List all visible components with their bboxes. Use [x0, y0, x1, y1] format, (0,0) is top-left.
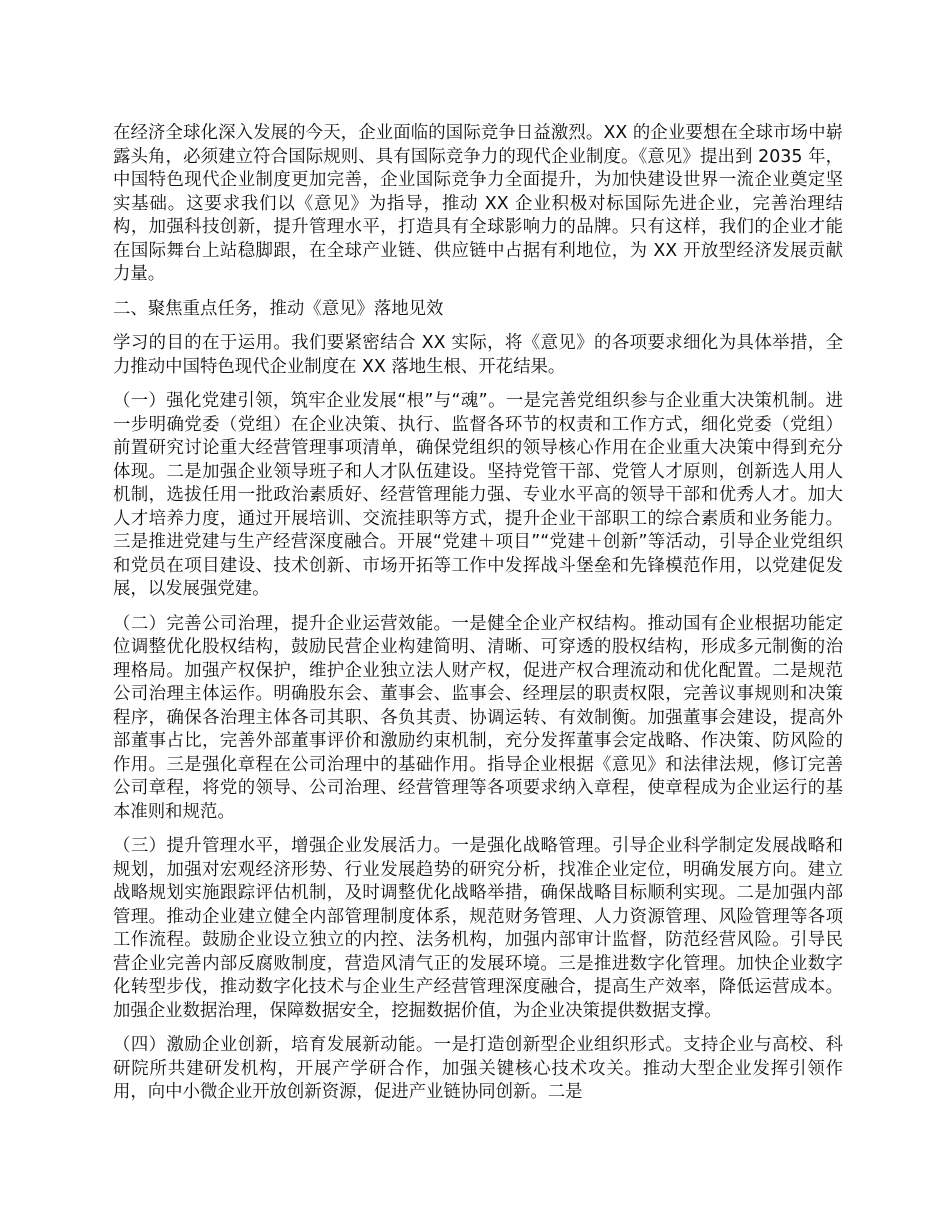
document-body [113, 122, 843, 1116]
paragraph-purpose-of-study: 学习的目的在于运用。我们要紧密结合 XX 实际，将《意见》的各项要求细化为具体举措，全力推动中国特色现代企业制度在 XX 落地生根、开花结果。 [113, 333, 843, 377]
paragraph-party-building: （一）强化党建引领，筑牢企业发展“根”与“魂”。一是完善党组织参与企业重大决策机制。进一步明确党委（党组）在企业决策、执行、监督各环节的权责和工作方式，细化党委（党组）前置研究讨论重大经营管理事项清单，确保党组织的领导核心作用在企业重大决策中得到充分体现。二是加强企业领导班子和人才队伍建设。坚持党管干部、党管人才原则，创新选人用人机制，选拔任用一批政治素质好、经营管理能力强、专业水平高的领导干部和优秀人才。加大人才培养力度，通过开展培训、交流挂职等方式，提升企业干部职工的综合素质和业务能力。三是推进党建与生产经营深度融合。开展“党建＋项目”“党建＋创新”等活动，引导企业党组织和党员在项目建设、技术创新、市场开拓等工作中发挥战斗堡垒和先锋模范作用，以党建促发展，以发展强党建。 [113, 391, 843, 599]
paragraph-innovation: （四）激励企业创新，培育发展新动能。一是打造创新型企业组织形式。支持企业与高校、科研院所共建研发机构，开展产学研合作，加强关键核心技术攻关。推动大型企业发挥引领作用，向中小微企业开放创新资源，促进产业链协同创新。二是 [113, 1035, 843, 1102]
paragraph-global-competition: 在经济全球化深入发展的今天，企业面临的国际竞争日益激烈。XX 的企业要想在全球市场中崭露头角，必须建立符合国际规则、具有国际竞争力的现代企业制度。《意见》提出到 2035 年，中国特色现代企业制度更加完善，企业国际竞争力全面提升，为加快建设世界一流企业奠定坚实基础。这要求我们以《意见》为指导，推动 XX 企业积极对标国际先进企业，完善治理结构，加强科技创新，提升管理水平，打造具有全球影响力的品牌。只有这样，我们的企业才能在国际舞台上站稳脚跟，在全球产业链、供应链中占据有利地位，为 XX 开放型经济发展贡献力量。 [113, 123, 843, 284]
paragraph-corporate-governance: （二）完善公司治理，提升企业运营效能。一是健全企业产权结构。推动国有企业根据功能定位调整优化股权结构，鼓励民营企业构建简明、清晰、可穿透的股权结构，形成多元制衡的治理格局。加强产权保护，维护企业独立法人财产权，促进产权合理流动和优化配置。二是规范公司治理主体运作。明确股东会、董事会、监事会、经理层的职责权限，完善议事规则和决策程序，确保各治理主体各司其职、各负其责、协调运转、有效制衡。加强董事会建设，提高外部董事占比，完善外部董事评价和激励约束机制，充分发挥董事会定战略、作决策、防风险的作用。三是强化章程在公司治理中的基础作用。指导企业根据《意见》和法律法规，修订完善公司章程，将党的领导、公司治理、经营管理等各项要求纳入章程，使章程成为企业运行的基本准则和规范。 [113, 613, 843, 822]
paragraph-management-level: （三）提升管理水平，增强企业发展活力。一是强化战略管理。引导企业科学制定发展战略和规划，加强对宏观经济形势、行业发展趋势的研究分析，找准企业定位，明确发展方向。建立战略规划实施跟踪评估机制，及时调整优化战略举措，确保战略目标顺利实现。二是加强内部管理。推动企业建立健全内部管理制度体系，规范财务管理、人力资源管理、风险管理等各项工作流程。鼓励企业设立独立的内控、法务机构，加强内部审计监督，防范经营风险。引导民营企业完善内部反腐败制度，营造风清气正的发展环境。三是推进数字化管理。加快企业数字化转型步伐，推动数字化技术与企业生产经营管理深度融合，提高生产效率，降低运营成本。加强企业数据治理，保障数据安全，挖掘数据价值，为企业决策提供数据支撑。 [113, 836, 843, 1021]
section-heading-two: 二、聚焦重点任务，推动《意见》落地见效 [113, 298, 444, 319]
